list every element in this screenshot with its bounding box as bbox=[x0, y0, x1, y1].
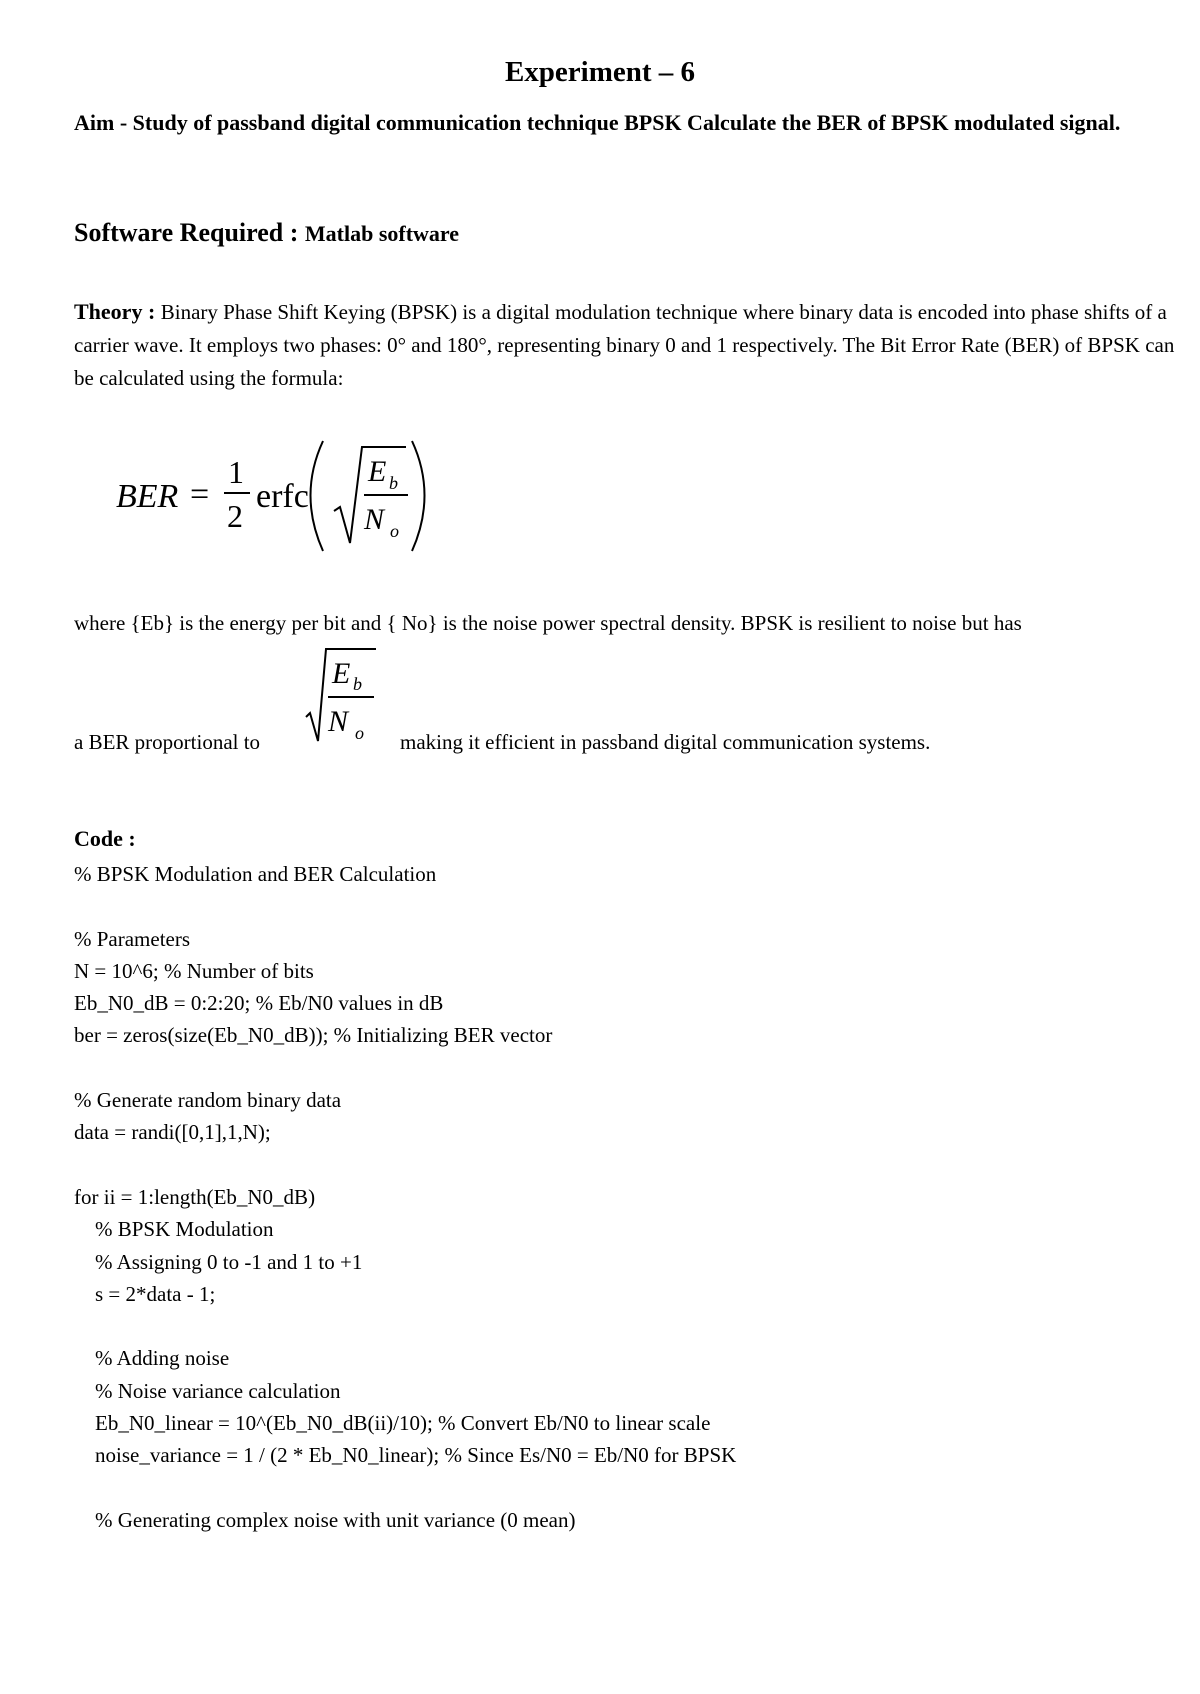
software-value: Matlab software bbox=[304, 221, 460, 246]
where-line: where {Eb} is the energy per bit and { No} is the noise power spectral density. BPSK is resilient to noise but has bbox=[74, 611, 1022, 635]
formula-denominator: 2 bbox=[227, 498, 243, 534]
software-label: Software Required bbox=[74, 218, 284, 247]
code-line: % Assigning 0 to -1 and 1 to +1 bbox=[74, 1249, 363, 1274]
code-line: Eb_N0_linear = 10^(Eb_N0_dB(ii)/10); % Convert Eb/N0 to linear scale bbox=[74, 1411, 711, 1436]
code-line: data = randi([0,1],1,N); bbox=[74, 1120, 271, 1145]
code-line: noise_variance = 1 / (2 * Eb_N0_linear); % Since Es/N0 = Eb/N0 for BPSK bbox=[74, 1443, 737, 1468]
code-line: % Parameters bbox=[74, 926, 191, 951]
proportional-text-before: a BER proportional to bbox=[74, 730, 261, 754]
formula-left-paren bbox=[311, 441, 324, 551]
code-line: ber = zeros(size(Eb_N0_dB)); % Initializing BER vector bbox=[74, 1023, 553, 1048]
aim-label: Aim - bbox=[74, 110, 133, 135]
formula-e: E bbox=[368, 455, 387, 488]
code-line: % Generating complex noise with unit variance (0 mean) bbox=[74, 1507, 576, 1532]
code-line: % BPSK Modulation bbox=[74, 1217, 274, 1242]
code-line bbox=[74, 1310, 736, 1342]
formula-e-sub: b bbox=[389, 473, 398, 493]
formula-numerator: 1 bbox=[228, 454, 244, 490]
code-line bbox=[74, 890, 736, 922]
page-title: Experiment – 6 bbox=[504, 56, 696, 88]
software-required bbox=[74, 218, 459, 248]
formula-equals: = bbox=[190, 476, 210, 513]
code-line: Eb_N0_dB = 0:2:20; % Eb/N0 values in dB bbox=[74, 991, 444, 1016]
inline-root-expression bbox=[302, 645, 382, 743]
inline-n: N bbox=[328, 705, 349, 738]
formula-right-paren bbox=[412, 441, 425, 551]
inline-e-sub: b bbox=[353, 674, 362, 694]
code-line: N = 10^6; % Number of bits bbox=[74, 958, 314, 983]
aim-text: Study of passband digital communication technique BPSK Calculate the BER of BPSK modulated signal. bbox=[132, 110, 1121, 135]
code-line bbox=[74, 1472, 736, 1504]
ber-formula bbox=[110, 435, 450, 555]
inline-n-sub: o bbox=[355, 723, 364, 743]
aim-paragraph bbox=[74, 106, 1134, 140]
code-line: % BPSK Modulation and BER Calculation bbox=[74, 862, 437, 886]
theory-text: Binary Phase Shift Keying (BPSK) is a digital modulation technique where binary data is encoded into phase shifts of a carrier wave. It employs two phases: 0° and 180°, representing binary 0 and 1 respectively. The Bit Error Rate (BER) of BPSK can be calculated using the formula: bbox=[74, 300, 1175, 390]
code-label: Code : bbox=[74, 826, 136, 851]
formula-lhs: BER bbox=[116, 478, 179, 515]
formula-n: N bbox=[364, 503, 385, 536]
theory-paragraph bbox=[74, 295, 1184, 395]
code-line bbox=[74, 1149, 736, 1181]
software-separator: : bbox=[283, 218, 305, 247]
code-line bbox=[74, 1052, 736, 1084]
code-line: for ii = 1:length(Eb_N0_dB) bbox=[74, 1184, 316, 1209]
proportional-text-after: making it efficient in passband digital communication systems. bbox=[400, 730, 931, 754]
inline-e: E bbox=[332, 657, 351, 690]
formula-function: erfc bbox=[256, 478, 309, 515]
code-line: % Generate random binary data bbox=[74, 1088, 342, 1113]
code-line: s = 2*data - 1; bbox=[74, 1281, 216, 1306]
code-block bbox=[74, 858, 736, 1536]
theory-label: Theory : bbox=[74, 299, 161, 324]
formula-n-sub: o bbox=[390, 521, 399, 541]
code-line: % Adding noise bbox=[74, 1346, 230, 1371]
code-line: % Noise variance calculation bbox=[74, 1378, 341, 1403]
